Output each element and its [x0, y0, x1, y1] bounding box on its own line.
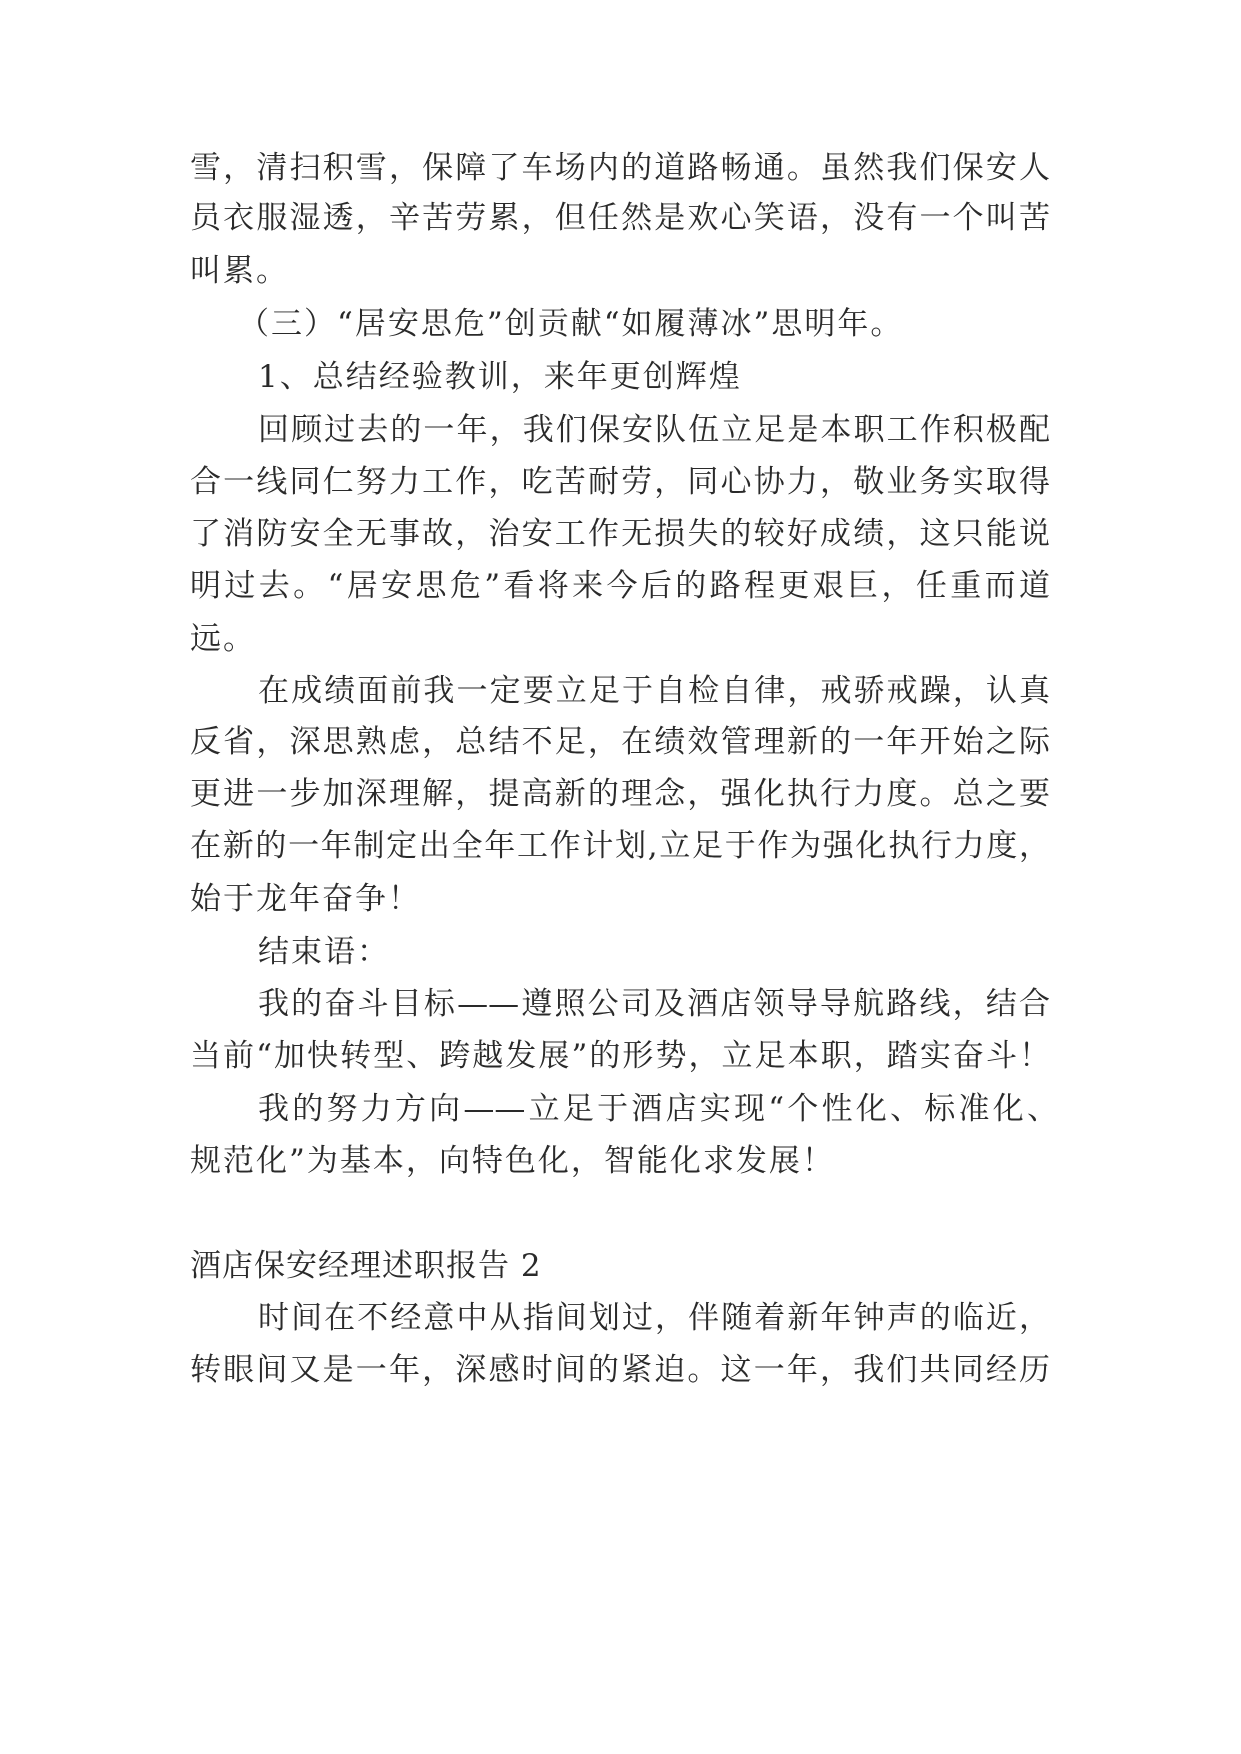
- body-text-line: 雪，清扫积雪，保障了车场内的道路畅通。虽然我们保安人: [190, 150, 1050, 186]
- body-text-line: 转眼间又是一年，深感时间的紧迫。这一年，我们共同经历: [190, 1352, 1050, 1388]
- body-text-line: 更进一步加深理解，提高新的理念，强化执行力度。总之要: [190, 776, 1050, 812]
- body-text-line: 合一线同仁努力工作，吃苦耐劳，同心协力，敬业务实取得: [190, 464, 1050, 500]
- body-text-line: 回顾过去的一年，我们保安队伍立足是本职工作积极配: [258, 412, 1050, 448]
- section-heading: （三）“居安思危”创贡献“如履薄冰”思明年。: [238, 306, 904, 342]
- body-text-line: 当前“加快转型、跨越发展”的形势，立足本职，踏实奋斗！: [190, 1038, 1050, 1074]
- body-text-line: 了消防安全无事故，治安工作无损失的较好成绩，这只能说: [190, 516, 1050, 552]
- subsection-heading: 1、总结经验教训，来年更创辉煌: [258, 359, 742, 395]
- report-title: 酒店保安经理述职报告 2: [190, 1248, 542, 1284]
- body-text-line: 我的奋斗目标——遵照公司及酒店领导导航路线，结合: [258, 986, 1050, 1022]
- body-text-line: 反省，深思熟虑，总结不足，在绩效管理新的一年开始之际: [190, 724, 1050, 760]
- closing-heading: 结束语：: [258, 934, 390, 970]
- body-text-line: 在新的一年制定出全年工作计划,立足于作为强化执行力度，: [190, 828, 1050, 864]
- body-text-line: 远。: [190, 621, 256, 657]
- body-text-line: 始于龙年奋争！: [190, 881, 421, 917]
- body-text-line: 规范化”为基本，向特色化，智能化求发展！: [190, 1143, 835, 1179]
- body-text-line: 明过去。“居安思危”看将来今后的路程更艰巨，任重而道: [190, 568, 1050, 604]
- body-text-line: 叫累。: [190, 253, 289, 289]
- body-text-line: 在成绩面前我一定要立足于自检自律，戒骄戒躁，认真: [258, 673, 1050, 709]
- body-text-line: 员衣服湿透，辛苦劳累，但任然是欢心笑语，没有一个叫苦: [190, 200, 1050, 236]
- body-text-line: 我的努力方向——立足于酒店实现“个性化、标准化、: [258, 1091, 1058, 1127]
- body-text-line: 时间在不经意中从指间划过，伴随着新年钟声的临近，: [258, 1300, 1050, 1336]
